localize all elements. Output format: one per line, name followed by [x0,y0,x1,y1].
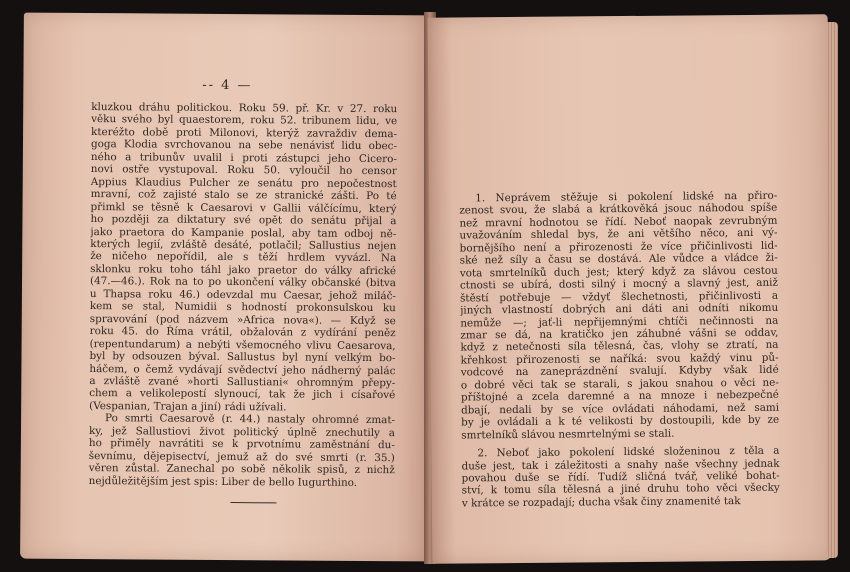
text-line: spravování (pod názvem »Africa nova«). — Když se [89,312,396,327]
text-line: kluzkou dráhu politickou. Roku 59. př. Kr. v 27. roku [91,101,398,116]
text-line: u Thapsa roku 46.) odevzdal mu Caesar, jehož miláč- [89,287,396,302]
page-edges [826,22,838,558]
right-page-text [459,190,780,510]
text-line: štěstí potřebuje — vždyť šlechetnosti, přičinlivosti a [460,289,779,305]
text-line: 1. Neprávem stěžuje si pokolení lidské na přiro- [475,189,778,205]
text-line: vota smrtelníků duch jest; který když za slávou cestou [459,264,778,280]
text-line: když z netečnosti síla tělesná, čas, vlohy se ztratí, na [460,339,779,354]
text-line: kterých legií, zvláště desáté, potlačil; Sallustius nejen [90,238,397,253]
text-line: by je ovládali a k té velikosti by dostoupili, kde by ze [461,413,780,429]
text-line: jako praetora do Kampanie poslal, aby tam odboj ně- [90,225,397,240]
text-line: ské než síly a času se dostává. Ale vůdce a vládce ži- [459,251,778,267]
text-line: zenost svou, že slabá a krátkověká jsouc náhodou spíše [459,202,778,217]
text-line: bornějšího není a přirozenosti že více přičinlivosti lid- [459,239,778,255]
text-line: smrtelníků slávou nesmrtelnými se stali. [461,427,675,442]
text-line: (repentundarum) a nebýti všemocného vlivu Caesarova, [89,337,396,352]
left-page [20,13,432,562]
text-line: roku 45. do Říma vrátil, obžalován z vydírání peněz [89,325,396,340]
text-line: mravní, což zajisté stalo se ze stranické zášti. Po té [90,188,397,203]
left-page-text [89,101,398,489]
text-line: jiných vlastností dobrých ani dáti ani odníti nikomu [460,301,779,317]
text-line: příštojné a zcela daremné a na mnoze i nebezpečné [460,388,779,404]
text-line: ho později za diktatury své opět do senátu přijal a [90,213,397,228]
text-line: chem a velikolepostí slynoucí, tak že jich i císařové [89,387,396,402]
text-line: goga Klodia svrchovanou na sebe nenávisť lidu obec- [90,138,398,153]
right-page [428,14,833,563]
text-line: kem se stal, Numidii s hodností prokonsulskou ku [89,300,396,315]
text-line: kteréžto době proti Milonovi, kterýž zavraždiv dema- [91,125,398,141]
text-line: háčem, o čemž vydávají svědectví jeho nádherný palác [89,362,396,377]
text-line: než mravní hodnotou se řídí. Neboť naopak zevrubným [459,214,778,230]
text-line: v krátce se rozpadají; ducha však činy znamenité tak [461,494,741,510]
text-line: ho přiměly navrátiti se k prvotnímu zaměstnání du- [88,437,395,452]
text-line: křehkost přirozenosti se naříká: svou každý vinu pů- [460,351,779,367]
text-line: vodcové na zaneprázdnění svalují. Kdyby však lidé [460,364,779,379]
end-rule [230,502,276,503]
text-line: ševnímu, dějepisectví, jemuž až do své smrti (r. 35.) [88,449,395,464]
text-line: uvažováním shledal bys, že ani většího něco, ani vý- [459,227,778,242]
text-line: Appius Klaudius Pulcher ze senátu pro nepočestnost [90,175,397,190]
text-line: o dobré věci tak se starali, s jakou snahou o věci ne- [460,376,779,392]
text-line: 2. Neboť jako pokolení lidské složeninou z těla a [477,444,780,460]
text-line: dbají, nedali by se více ovládati náhodami, než sami [460,401,780,417]
text-line: byl by odsouzen býval. Sallustus byl nyní velkým bo- [89,350,396,365]
text-line: ství, k tomu síla tělesná a jiné druhu toho věci všecky [461,482,780,497]
text-line: věku svého byl quaestorem, roku 52. tribunem lidu, ve [91,113,398,128]
text-line: věren zůstal. Zanechal po sobě několik spisů, z nichž [88,462,395,477]
text-line: nemůže —; jať-li nepřijemnými chtíči nečinnosti na [460,314,779,330]
text-line: ctnosti se ubírá, dosti silný i mocný a slavný jest, aniž [459,276,779,292]
text-line: (Vespanian, Trajan a jiní) rádi užívali. [89,399,287,414]
text-line: ky, jež Sallustiovi život politický úplně znechutily a [88,424,396,439]
text-line: ného a tribunův uvalil i proti zástupci jeho Cicero- [90,150,397,166]
text-line: zmar se dá, na kratičko jen záhubné vášni se oddav, [460,326,779,342]
text-line: sklonku roku toho táhl jako praetor do války africké [90,262,397,278]
text-line: (47.—46.). Rok na to po ukončení války občanské (bitva [89,275,397,290]
text-line: nejdůležitějším jest spis: Liber de bello Iugurthino. [88,474,358,489]
text-line: že ničeho nepořídil, ale s těží hrdlem vyvázl. Na [90,250,397,265]
text-line: Po smrti Caesarově (r. 44.) nastaly ohromné zmat- [105,412,396,427]
text-line: povahou duše se řídí. Tudíž sličná tvář, veliké bohat- [461,469,780,485]
text-line: přimkl se těsně k Caesarovi v Gallii válčícímu, který [90,200,397,215]
text-line: duše jest, tak i záležitosti a snahy naše všechny jednak [461,457,780,472]
text-line: novi ostře vystupoval. Roku 50. vyloučil ho censor [90,163,397,178]
page-number: -- 4 — [202,77,253,94]
text-line: a zvláště zvané »horti Sallustiani« ohromným přepy- [89,375,396,390]
